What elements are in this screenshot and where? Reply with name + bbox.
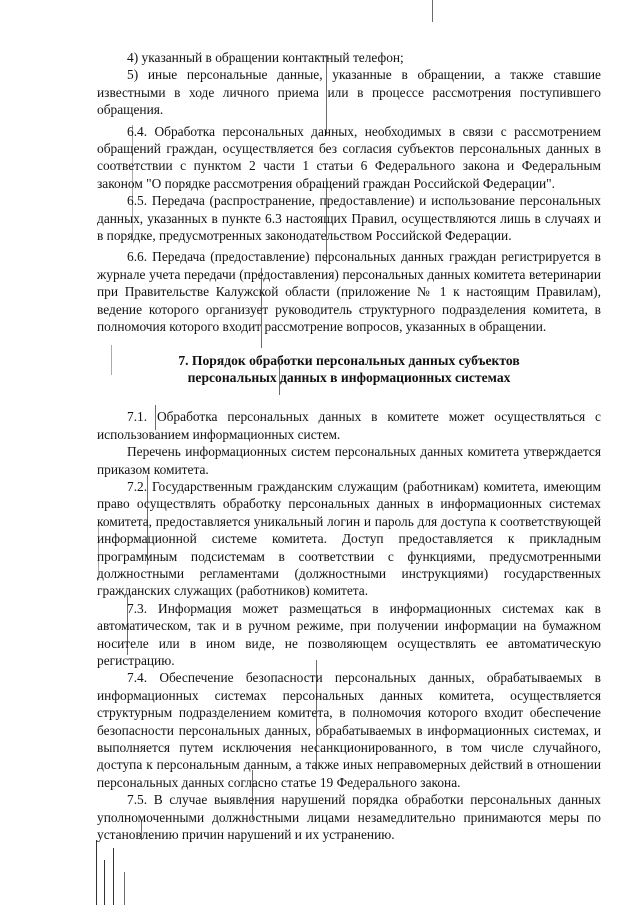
scan-artifact-line bbox=[113, 848, 114, 905]
section-heading-line: 7. Порядок обработки персональных данных субъектов bbox=[178, 352, 520, 368]
document-body bbox=[97, 49, 601, 843]
paragraph: 6.6. Передача (предоставление) персональных данных граждан регистрируется в журнале учета передачи (предоставления) персональных данных комитета ветеринарии при Правительстве Калужской области (приложение № 1 к настоящим Правилам), ведение которого организует руководитель структурного подразделения комитета, в полномочия которого входит рассмотрение вопросов, указанных в обращении. bbox=[97, 249, 601, 335]
paragraph: 7.5. В случае выявления нарушений порядка обработки персональных данных уполномоченными должностными лицами незамедлительно принимаются меры по установлению причин нарушений и их устранению. bbox=[97, 792, 601, 843]
paragraph: 7.2. Государственным гражданским служащим (работникам) комитета, имеющим право осуществлять обработку персональных данных в информационных системах комитета, предоставляется уникальный логин и пароль для доступа к соответствующей информационной системе комитета. Доступ предоставляется к прикладным программным подсистемам в соответствии с функциями, предусмотренными должностными регламентами (должностными инструкциями) государственных гражданских служащих (работников) комитета. bbox=[97, 478, 601, 599]
scan-artifact-line bbox=[104, 860, 105, 905]
section-heading bbox=[97, 352, 601, 387]
paragraph: 7.4. Обеспечение безопасности персональных данных, обрабатываемых в информационных системах персональных данных комитета, осуществляется структурным подразделением комитета, в полномочия которого входит обеспечение безопасности персональных данных, обрабатываемых в информационных системах, и выполняется путем исключения несанкционированного, в том числе случайного, доступа к персональным данным, а также иных неправомерных действий в отношении персональных данных согласно статье 19 Федерального закона. bbox=[97, 670, 601, 790]
scan-artifact-line bbox=[432, 0, 433, 22]
section-heading-line: персональных данных в информационных системах bbox=[187, 369, 511, 385]
paragraph: 6.4. Обработка персональных данных, необходимых в связи с рассмотрением обращений граждан, осуществляется без согласия субъектов персональных данных в соответствии с пунктом 2 части 1 статьи 6 Федерального закона и Федеральным законом "О порядке рассмотрения обращений граждан Российской Федерации". bbox=[97, 123, 601, 191]
scan-artifact-line bbox=[96, 840, 97, 905]
paragraph: 4) указанный в обращении контактный телефон; bbox=[127, 50, 404, 65]
paragraph: 5) иные персональные данные, указанные в обращении, а также ставшие известными в ходе личного приема или в процессе рассмотрения поступившего обращения. bbox=[97, 67, 601, 118]
paragraph: 7.1. Обработка персональных данных в комитете может осуществляться с использованием информационных систем. bbox=[97, 409, 601, 442]
paragraph: 7.3. Информация может размещаться в информационных системах как в автоматическом, так и в ручном режиме, при получении информации на бумажном носителе или в ином виде, не позволяющем осуществлять ее автоматическую регистрацию. bbox=[97, 600, 601, 668]
paragraph: 6.5. Передача (распространение, предоставление) и использование персональных данных, указанных в пункте 6.3 настоящих Правил, осуществляются лишь в случаях и в порядке, предусмотренных законодательством Российской Федерации. bbox=[97, 193, 601, 244]
scan-artifact-line bbox=[124, 872, 125, 905]
paragraph: Перечень информационных систем персональных данных комитета утверждается приказом комитета. bbox=[97, 444, 601, 477]
